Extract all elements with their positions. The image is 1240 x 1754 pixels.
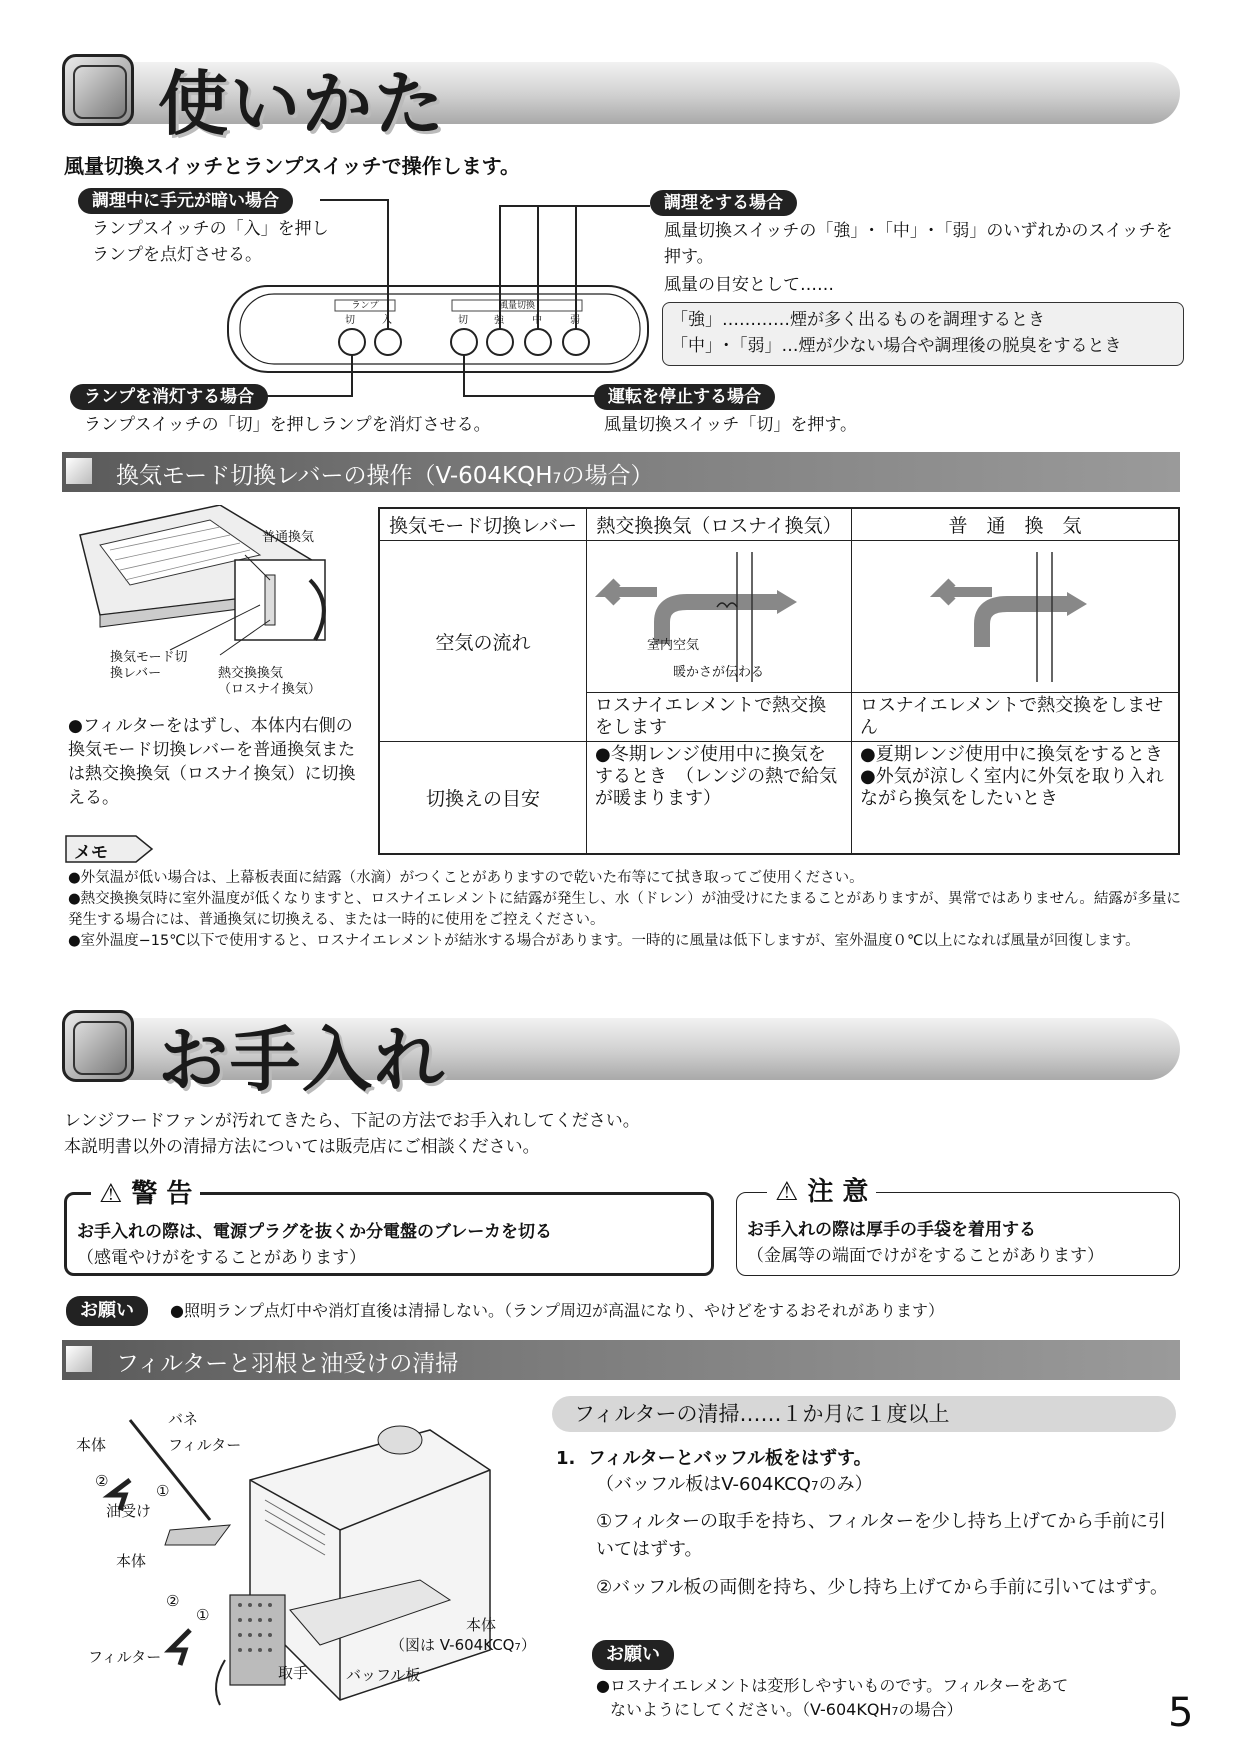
illus-heat-label: 熱交換換気 （ロスナイ換気）	[218, 666, 321, 697]
control-panel-diagram	[220, 190, 660, 400]
label-cook: 調理をする場合	[650, 190, 797, 216]
section-title-usage	[62, 54, 1180, 145]
table-head-normal: 普 通 換 気	[852, 508, 1180, 541]
guide-box	[662, 302, 1184, 366]
filter-title: フィルターと羽根と油受けの清掃	[116, 1351, 459, 1377]
filter-cleaning-subtitle: フィルターの清掃……１か月に１度以上	[552, 1396, 1176, 1432]
guide-line-mid-weak: 「中」･「弱」…煙が少ない場合や調理後の脱臭をするとき	[671, 336, 1122, 356]
care-intro-1: レンジフードファンが汚れてきたら、下記の方法でお手入れしてください。	[64, 1111, 640, 1131]
text-stop: 風量切換スイッチ「切」を押す。	[604, 415, 857, 435]
warning-bold-text: お手入れの際は、電源プラグを抜くか分電盤のブレーカを切る	[77, 1222, 552, 1242]
section-title-care	[62, 1010, 1180, 1101]
page-number: 5	[1168, 1690, 1194, 1736]
text-cook: 風量切換スイッチの「強」･「中」･「弱」のいずれかのスイッチを押す。	[664, 221, 1173, 267]
illus-handle: 取手	[278, 1664, 309, 1682]
fan-strong-button[interactable]	[488, 330, 512, 354]
table-row-airflow-label: 空気の流れ	[379, 541, 587, 742]
caution-box	[736, 1177, 1180, 1276]
fan-weak-button[interactable]	[564, 330, 588, 354]
caution-triangle-icon: ⚠	[775, 1177, 799, 1207]
fan-mid-button[interactable]	[526, 330, 550, 354]
memo-item-3: ●室外温度−15℃以下で使用すると、ロスナイエレメントが結氷する場合があります。一時的に風量は低下しますが、室外温度０℃以上になれば風量が回復します。	[68, 933, 1140, 949]
panel-lamp-off-label: 切	[345, 315, 355, 326]
warmth-label: 暖かさが伝わる	[673, 665, 765, 680]
panel-fan-strong-label: 強	[494, 315, 504, 326]
text-guide: 風量の目安として……	[664, 275, 834, 295]
text-dark: ランプスイッチの「入」を押しランプを点灯させる。	[92, 219, 329, 265]
label-stop: 運転を停止する場合	[594, 384, 775, 410]
caution-bold-text: お手入れの際は厚手の手袋を着用する	[747, 1220, 1036, 1240]
memo-item-2: ●熱交換換気時に室外温度が低くなりますと、ロスナイエレメントに結露が発生し、水（ドレン）が油受けにたまることがありますが、異常ではありません。結露が多量に発生する場合には、普通換気に切換える、または一時的に使用をご控えください。	[68, 891, 1181, 928]
step-1-a: ①フィルターの取手を持ち、フィルターを少し持ち上げてから手前に引いてはずす。	[596, 1511, 1166, 1560]
airflow-heat-note: ロスナイエレメントで熱交換をします	[587, 693, 852, 742]
care-intro-2: 本説明書以外の清掃方法については販売店にご相談ください。	[64, 1137, 540, 1157]
guide-line-strong: 「強」…………煙が多く出るものを調理するとき	[671, 310, 1045, 330]
step-1-note: （バッフル板はV-604KCQ7のみ）	[596, 1474, 873, 1495]
illus-fig-note: （図は V-604KCQ7）	[390, 1636, 536, 1654]
room-air-label: 室内空気	[647, 638, 700, 653]
filter-request-badge: お願い	[592, 1640, 674, 1670]
illus-baffle: バッフル板	[346, 1666, 421, 1684]
illus-normal-label: 普通換気	[262, 530, 315, 545]
usage-title-text: 使いかた	[158, 63, 446, 145]
memo-label: メモ	[74, 843, 108, 863]
care-title-text: お手入れ	[158, 1019, 446, 1101]
illus-body-3: 本体	[466, 1616, 497, 1634]
warning-note-text: （感電やけがをすることがあります）	[77, 1248, 366, 1268]
guide-normal-cool: ●外気が涼しく室内に外気を取り入れながら換気をしたいとき	[860, 766, 1164, 809]
illus-oil-tray: 油受け	[106, 1502, 152, 1520]
illus-num-2b: ②	[166, 1592, 180, 1610]
guide-heat-cell: ●冬期レンジ使用中に換気をするとき （レンジの熱で給気が暖まります）	[587, 742, 852, 854]
usage-intro: 風量切換スイッチとランプスイッチで操作します。	[64, 154, 520, 178]
request-text: ●照明ランプ点灯中や消灯直後は清掃しない。（ランプ周辺が高温になり、やけどをするおそれがあります）	[170, 1301, 944, 1320]
text-lamp-off: ランプスイッチの「切」を押しランプを消灯させる。	[84, 415, 491, 435]
label-dark: 調理中に手元が暗い場合	[78, 188, 293, 214]
panel-lamp-group: ランプ	[351, 301, 379, 311]
step-1-b: ②バッフル板の両側を持ち、少し持ち上げてから手前に引いてはずす。	[596, 1577, 1168, 1598]
section-header-mode	[62, 452, 1180, 492]
illus-num-1b: ①	[196, 1606, 210, 1624]
lamp-off-button[interactable]	[340, 330, 364, 354]
airflow-normal-cell	[852, 541, 1180, 693]
airflow-normal-diagram	[852, 552, 1152, 682]
illus-num-2a: ②	[95, 1472, 109, 1490]
warning-triangle-icon: ⚠	[99, 1179, 123, 1209]
airflow-heat-cell	[587, 541, 852, 693]
airflow-normal-note: ロスナイエレメントで熱交換をしません	[852, 693, 1180, 742]
guide-normal-cell	[852, 742, 1180, 854]
illus-filter-1: フィルター	[168, 1436, 242, 1454]
panel-fan-mid-label: 中	[532, 315, 542, 326]
illus-filter-2: フィルター	[88, 1648, 162, 1666]
panel-fan-off-label: 切	[458, 315, 468, 326]
panel-fan-weak-label: 弱	[570, 315, 580, 326]
illus-lever-label: 換気モード切換レバー	[110, 650, 188, 681]
label-lamp-off: ランプを消灯する場合	[70, 384, 268, 410]
memo-list	[68, 868, 1186, 952]
mode-title: 換気モード切換レバーの操作（V-604KQH7の場合）	[116, 463, 654, 489]
step-1-title: 1. フィルターとバッフル板をはずす。	[556, 1448, 872, 1469]
warning-title: ⚠ 警 告	[91, 1173, 200, 1210]
mode-bullet: ●フィルターをはずし、本体内右側の換気モード切換レバーを普通換気または熱交換換気（ロスナイ換気）に切換える。	[68, 716, 356, 808]
caution-title: ⚠ 注 意	[767, 1171, 876, 1208]
filter-request-text: ●ロスナイエレメントは変形しやすいものです。フィルターをあて ないようにしてください。（V-604KQH7の場合）	[596, 1676, 1069, 1719]
section-header-filter	[62, 1340, 1180, 1380]
fan-off-button[interactable]	[452, 330, 476, 354]
illus-num-1a: ①	[156, 1482, 170, 1500]
caution-note-text: （金属等の端面でけがをすることがあります）	[747, 1246, 1104, 1266]
table-head-heat: 熱交換換気（ロスナイ換気）	[587, 508, 852, 541]
table-head-lever: 換気モード切換レバー	[379, 508, 587, 541]
table-row-guide-label: 切換えの目安	[379, 742, 587, 854]
panel-fan-group: 風量切換	[498, 301, 535, 311]
memo-item-1: ●外気温が低い場合は、上幕板表面に結露（水滴）がつくことがありますので乾いた布等にて拭き取ってご使用ください。	[68, 870, 864, 886]
guide-normal-summer: ●夏期レンジ使用中に換気をするとき	[860, 744, 1163, 765]
mode-table	[378, 507, 1180, 855]
request-badge: お願い	[66, 1296, 148, 1326]
illus-body-1: 本体	[76, 1436, 107, 1454]
panel-lamp-on-label: 入	[382, 315, 392, 326]
illus-body-2: 本体	[116, 1552, 147, 1570]
lamp-on-button[interactable]	[376, 330, 400, 354]
warning-box	[64, 1179, 714, 1276]
illus-spring: バネ	[168, 1410, 199, 1428]
